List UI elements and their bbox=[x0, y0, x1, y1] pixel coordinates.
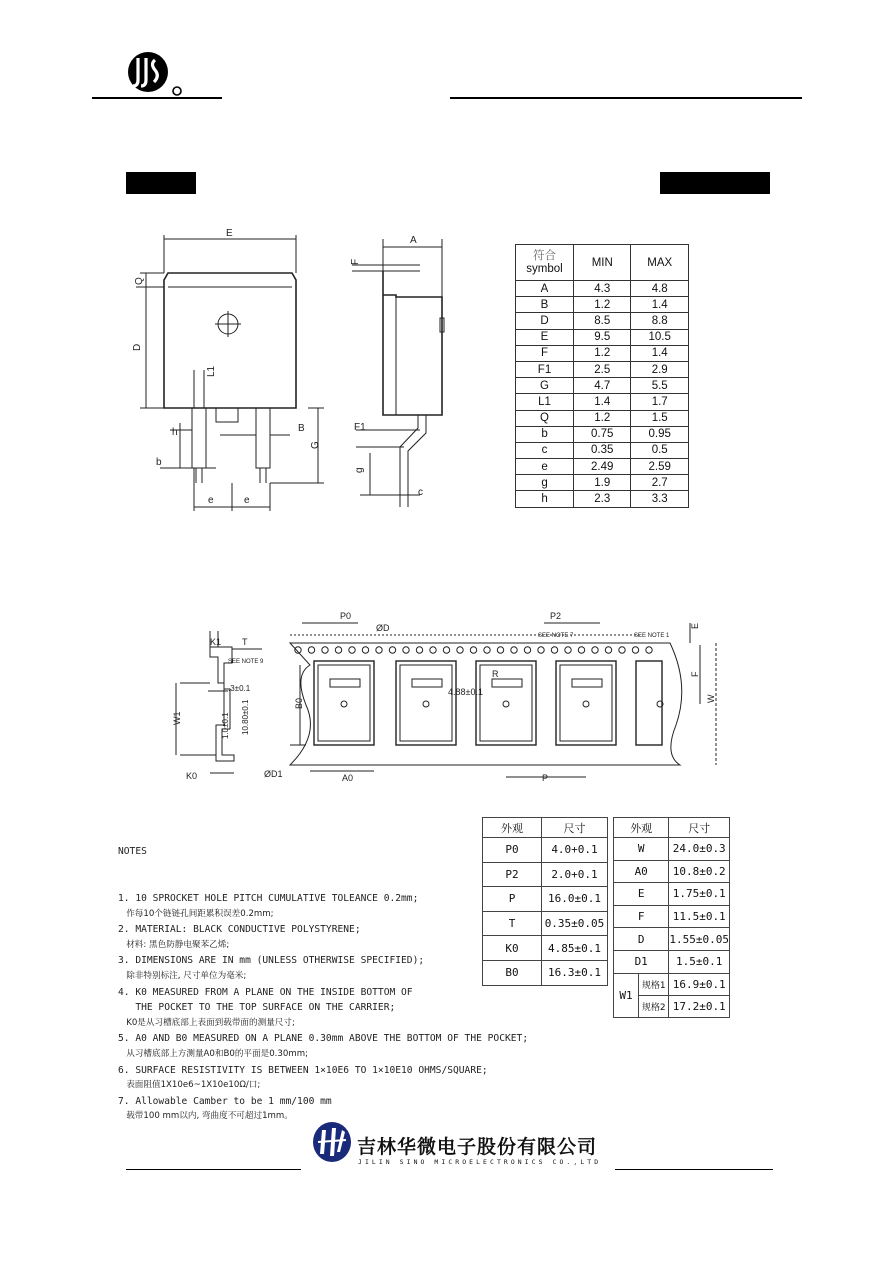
tape-table-1-cell-size: 16.0±0.1 bbox=[542, 887, 608, 912]
header-logo bbox=[124, 50, 184, 98]
footer-rule-right bbox=[615, 1169, 773, 1170]
tape-label-P2: P2 bbox=[550, 611, 562, 621]
dim-cell-min: 4.7 bbox=[574, 378, 631, 394]
dim-row bbox=[516, 281, 689, 297]
dim-cell-sym: c bbox=[516, 442, 574, 458]
tape-table-2-row bbox=[614, 905, 730, 928]
tape-table-1-row bbox=[483, 887, 608, 912]
dim-cell-sym: F1 bbox=[516, 361, 574, 377]
tape-table-1-cell-item: P2 bbox=[483, 862, 542, 887]
note-text-en: 4. K0 MEASURED FROM A PLANE ON THE INSIDE BOTTOM OF THE POCKET TO THE TOP SURFACE ON THE CARRIER; bbox=[118, 986, 413, 1014]
footer-company-en: JILIN SINO MICROELECTRONICS CO.,LTD bbox=[358, 1158, 602, 1166]
dim-cell-max: 2.7 bbox=[631, 475, 689, 491]
note-text-en: 2. MATERIAL: BLACK CONDUCTIVE POLYSTYRENE; bbox=[118, 924, 361, 936]
dim-cell-sym: E bbox=[516, 329, 574, 345]
dim-label-c: c bbox=[418, 487, 423, 498]
tape-label-D1: ØD1 bbox=[264, 769, 283, 779]
note-text-en: 3. DIMENSIONS ARE IN mm (UNLESS OTHERWISE SPECIFIED); bbox=[118, 955, 425, 967]
tape-table-2-cell-item: E bbox=[614, 883, 669, 906]
dim-cell-max: 5.5 bbox=[631, 378, 689, 394]
tape-table-1-cell-size: 2.0+0.1 bbox=[542, 862, 608, 887]
dim-cell-sym: F bbox=[516, 345, 574, 361]
section-tag-left bbox=[126, 172, 196, 194]
sprocket-hole bbox=[389, 647, 395, 653]
dim-cell-sym: A bbox=[516, 281, 574, 297]
tape-label-P: P bbox=[542, 773, 549, 783]
sprocket-hole bbox=[362, 647, 368, 653]
dim-cell-min: 2.49 bbox=[574, 459, 631, 475]
dim-cell-max: 10.5 bbox=[631, 329, 689, 345]
tape-table-2-cell-size: 24.0±0.3 bbox=[669, 838, 730, 861]
tape-table-1-header-size: 尺寸 bbox=[542, 818, 608, 838]
sprocket-hole bbox=[376, 647, 382, 653]
dim-cell-max: 8.8 bbox=[631, 313, 689, 329]
dim-cell-sym: e bbox=[516, 459, 574, 475]
tape-label-see-note-9: SEE NOTE 9 bbox=[228, 659, 264, 665]
dim-row bbox=[516, 459, 689, 475]
tape-table-2-w1-size2: 17.2±0.1 bbox=[669, 995, 730, 1017]
note-text-cn: 载带100 mm以内, 弯曲度不可超过1mm。 bbox=[118, 1111, 293, 1122]
tape-table-2-w1: W1 bbox=[614, 973, 639, 1017]
tape-label-R: R bbox=[492, 669, 499, 679]
tape-table-1-cell-item: B0 bbox=[483, 960, 542, 985]
dim-cell-min: 1.2 bbox=[574, 345, 631, 361]
tape-table-2-header-item: 外观 bbox=[614, 818, 669, 838]
dim-row bbox=[516, 345, 689, 361]
tape-label-E: E bbox=[690, 622, 700, 629]
dim-row bbox=[516, 475, 689, 491]
sprocket-hole bbox=[605, 647, 611, 653]
dim-label-L1: L1 bbox=[206, 365, 217, 377]
dim-cell-sym: B bbox=[516, 297, 574, 313]
tape-table-2-cell-size: 1.5±0.1 bbox=[669, 950, 730, 973]
dim-cell-min: 2.5 bbox=[574, 361, 631, 377]
tape-table-1-cell-item: K0 bbox=[483, 936, 542, 961]
tape-table-2-cell-item: A0 bbox=[614, 860, 669, 883]
note-text-en: 6. SURFACE RESISTIVITY IS BETWEEN 1×10E6 TO 1×10E10 OHMS/SQUARE; bbox=[118, 1064, 488, 1076]
tape-table-2-cell-item: D bbox=[614, 928, 669, 951]
dim-cell-min: 9.5 bbox=[574, 329, 631, 345]
dim-row bbox=[516, 329, 689, 345]
tape-label-see-note-1: SEE NOTE 1 bbox=[634, 633, 670, 639]
tape-table-2-row bbox=[614, 883, 730, 906]
tape-table-1-header-item: 外观 bbox=[483, 818, 542, 838]
dim-row bbox=[516, 378, 689, 394]
dim-cell-min: 0.75 bbox=[574, 426, 631, 442]
note-text-cn: 作每10个链链孔间距累积误差0.2mm; bbox=[118, 908, 274, 919]
dimension-table bbox=[515, 244, 689, 508]
sprocket-hole bbox=[443, 647, 449, 653]
header-rule-left bbox=[92, 97, 222, 99]
dim-cell-max: 1.7 bbox=[631, 394, 689, 410]
dim-label-G: G bbox=[310, 441, 321, 449]
tape-label-T: T bbox=[242, 637, 248, 647]
notes-block bbox=[118, 813, 528, 1140]
sprocket-hole bbox=[416, 647, 422, 653]
note-text-en: 1. 10 SPROCKET HOLE PITCH CUMULATIVE TOLEANCE 0.2mm; bbox=[118, 892, 419, 904]
dim-cell-sym: L1 bbox=[516, 394, 574, 410]
tape-table-2-header-size: 尺寸 bbox=[669, 818, 730, 838]
tape-table-1-cell-size: 4.85±0.1 bbox=[542, 936, 608, 961]
tape-table-2-cell-size: 1.55±0.05 bbox=[669, 928, 730, 951]
dim-cell-max: 2.9 bbox=[631, 361, 689, 377]
dim-label-D: D bbox=[132, 343, 143, 351]
tape-table-2-w1-sub1: 规格1 bbox=[639, 973, 669, 995]
notes-lines bbox=[118, 891, 528, 1125]
dim-cell-min: 1.9 bbox=[574, 475, 631, 491]
dim-label-E: E bbox=[226, 228, 233, 239]
tape-label-F: F bbox=[690, 671, 700, 677]
tape-table-2-cell-size: 10.8±0.2 bbox=[669, 860, 730, 883]
dim-label-Q: Q bbox=[134, 277, 145, 285]
tape-table-2-row bbox=[614, 950, 730, 973]
tape-table-1-row bbox=[483, 936, 608, 961]
tape-table-1-cell-item: T bbox=[483, 911, 542, 936]
tape-table-2-w1-row bbox=[614, 973, 730, 995]
tape-table-1-row bbox=[483, 862, 608, 887]
sprocket-hole bbox=[457, 647, 463, 653]
sprocket-hole bbox=[335, 647, 341, 653]
dim-cell-max: 1.5 bbox=[631, 410, 689, 426]
header-symbol-cn: 符合 bbox=[533, 249, 557, 262]
tape-table-2-row bbox=[614, 838, 730, 861]
dim-cell-sym: G bbox=[516, 378, 574, 394]
tape-table-2-cell-item: D1 bbox=[614, 950, 669, 973]
tape-table-1-cell-size: 0.35±0.05 bbox=[542, 911, 608, 936]
tape-label-31: .3±0.1 bbox=[228, 684, 251, 693]
jilin-sino-logo-icon bbox=[310, 1120, 354, 1164]
dim-label-e2: e bbox=[244, 495, 250, 506]
header-symbol bbox=[516, 245, 574, 281]
footer-rule-left bbox=[126, 1169, 301, 1170]
jsm-logo-icon bbox=[124, 50, 184, 98]
dim-cell-min: 1.2 bbox=[574, 410, 631, 426]
note-text-cn: 材料: 黑色防静电聚苯乙烯; bbox=[118, 939, 230, 950]
tape-label-K1: K1 bbox=[210, 637, 222, 647]
dim-cell-max: 4.8 bbox=[631, 281, 689, 297]
tape-label-108: 10.80±0.1 bbox=[241, 699, 250, 735]
tape-table-2 bbox=[613, 817, 730, 1018]
tape-label-488: 4.88±0.1 bbox=[448, 687, 483, 697]
sprocket-hole bbox=[430, 647, 436, 653]
sprocket-hole bbox=[524, 647, 530, 653]
dim-row bbox=[516, 394, 689, 410]
dim-cell-max: 0.95 bbox=[631, 426, 689, 442]
tape-table-1-row bbox=[483, 838, 608, 863]
dim-label-e1: e bbox=[208, 495, 214, 506]
dim-cell-min: 1.2 bbox=[574, 297, 631, 313]
sprocket-hole bbox=[551, 647, 557, 653]
tape-table-1-cell-item: P0 bbox=[483, 838, 542, 863]
sprocket-hole bbox=[497, 647, 503, 653]
dim-label-B: B bbox=[298, 423, 305, 434]
dim-cell-max: 1.4 bbox=[631, 345, 689, 361]
header-max: MAX bbox=[631, 245, 689, 281]
sprocket-hole bbox=[403, 647, 409, 653]
dim-cell-sym: h bbox=[516, 491, 574, 507]
header-min: MIN bbox=[574, 245, 631, 281]
dim-label-h: h bbox=[172, 427, 178, 438]
note-text-cn: K0是从习槽底部上表面到载带面的测量尺寸; bbox=[118, 1017, 295, 1028]
note-text-en: 7. Allowable Camber to be 1 mm/100 mm bbox=[118, 1095, 332, 1107]
dim-row bbox=[516, 313, 689, 329]
dim-cell-sym: Q bbox=[516, 410, 574, 426]
header-rule-right bbox=[450, 97, 802, 99]
sprocket-hole bbox=[619, 647, 625, 653]
tape-table-2-w1-size1: 16.9±0.1 bbox=[669, 973, 730, 995]
tape-label-W: W bbox=[706, 694, 716, 703]
sprocket-hole bbox=[565, 647, 571, 653]
notes-title: NOTES bbox=[118, 846, 147, 858]
tape-label-W1: W1 bbox=[172, 711, 182, 725]
tape-table-1-cell-size: 4.0+0.1 bbox=[542, 838, 608, 863]
sprocket-hole bbox=[322, 647, 328, 653]
dim-cell-min: 1.4 bbox=[574, 394, 631, 410]
dim-row bbox=[516, 361, 689, 377]
tape-label-K0: K0 bbox=[186, 771, 198, 781]
dim-row bbox=[516, 297, 689, 313]
tape-label-D0: ØD bbox=[376, 623, 390, 633]
header-symbol-en: symbol bbox=[526, 262, 563, 275]
footer-company-cn: 吉林华微电子股份有限公司 bbox=[357, 1136, 598, 1158]
sprocket-hole bbox=[632, 647, 638, 653]
sprocket-hole bbox=[349, 647, 355, 653]
dim-label-F1: F1 bbox=[354, 422, 366, 433]
sprocket-hole bbox=[646, 647, 652, 653]
footer-logo bbox=[310, 1120, 354, 1164]
dim-label-g: g bbox=[354, 467, 365, 473]
sprocket-hole bbox=[484, 647, 490, 653]
tape-label-see-note: SEE NOTE 7 bbox=[538, 633, 574, 639]
dim-row bbox=[516, 426, 689, 442]
tape-table-2-cell-size: 1.75±0.1 bbox=[669, 883, 730, 906]
sprocket-hole bbox=[538, 647, 544, 653]
dim-label-b: b bbox=[156, 457, 162, 468]
dim-row bbox=[516, 410, 689, 426]
dim-cell-max: 1.4 bbox=[631, 297, 689, 313]
tape-table-1 bbox=[482, 817, 608, 986]
note-text-cn: 表面阻值1X10e6~1X10e10Ω/口; bbox=[118, 1080, 261, 1091]
dim-cell-max: 2.59 bbox=[631, 459, 689, 475]
dim-cell-min: 4.3 bbox=[574, 281, 631, 297]
sprocket-hole bbox=[511, 647, 517, 653]
dim-cell-min: 2.3 bbox=[574, 491, 631, 507]
tape-table-2-row bbox=[614, 928, 730, 951]
dim-cell-min: 8.5 bbox=[574, 313, 631, 329]
dim-row bbox=[516, 491, 689, 507]
dim-label-F: F bbox=[350, 258, 361, 265]
tape-table-1-row bbox=[483, 911, 608, 936]
tape-label-10: 1.0±0.1 bbox=[221, 712, 230, 739]
tape-table-1-row bbox=[483, 960, 608, 985]
tape-label-B0: B0 bbox=[294, 697, 304, 709]
dim-cell-sym: D bbox=[516, 313, 574, 329]
dim-cell-max: 0.5 bbox=[631, 442, 689, 458]
note-text-cn: 除非特别标注, 尺寸单位为毫米; bbox=[118, 970, 247, 981]
tape-table-2-cell-item: W bbox=[614, 838, 669, 861]
dim-cell-sym: g bbox=[516, 475, 574, 491]
sprocket-hole bbox=[578, 647, 584, 653]
tape-table-2-cell-item: F bbox=[614, 905, 669, 928]
tape-table-2-row bbox=[614, 860, 730, 883]
note-text-cn: 从习槽底部上方测量A0和B0的平面是0.30mm; bbox=[118, 1048, 308, 1059]
note-text-en: 5. A0 AND B0 MEASURED ON A PLANE 0.30mm ABOVE THE BOTTOM OF THE POCKET; bbox=[118, 1033, 529, 1045]
tape-label-A0: A0 bbox=[342, 773, 354, 783]
tape-label-P0: P0 bbox=[340, 611, 352, 621]
tape-table-2-w1-sub2: 规格2 bbox=[639, 995, 669, 1017]
tape-table-1-cell-size: 16.3±0.1 bbox=[542, 960, 608, 985]
dim-cell-max: 3.3 bbox=[631, 491, 689, 507]
tape-table-2-cell-size: 11.5±0.1 bbox=[669, 905, 730, 928]
sprocket-hole bbox=[308, 647, 314, 653]
sprocket-hole bbox=[470, 647, 476, 653]
section-tag-right bbox=[660, 172, 770, 194]
dim-cell-sym: b bbox=[516, 426, 574, 442]
package-outline-drawing bbox=[120, 225, 480, 520]
tape-drawing bbox=[170, 605, 730, 790]
dim-row bbox=[516, 442, 689, 458]
dim-label-A: A bbox=[410, 235, 417, 246]
tape-table-1-cell-item: P bbox=[483, 887, 542, 912]
sprocket-hole bbox=[592, 647, 598, 653]
dim-cell-min: 0.35 bbox=[574, 442, 631, 458]
